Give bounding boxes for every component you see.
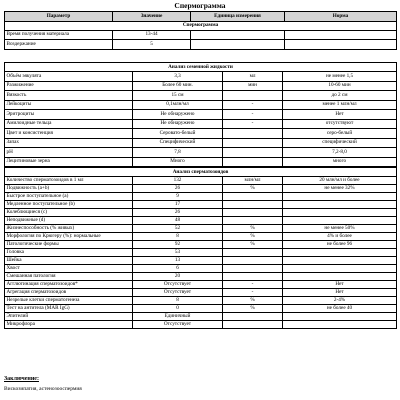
cell-value: Специфический xyxy=(133,138,223,148)
cell-unit: % xyxy=(223,241,283,249)
table-row xyxy=(5,40,397,50)
cell-norm: не менее 32% xyxy=(283,185,397,193)
rows3-body xyxy=(5,177,397,329)
table-row xyxy=(5,129,397,139)
cell-param: Патологические формы xyxy=(5,241,133,249)
cell-unit: мл xyxy=(223,72,283,82)
cell-norm xyxy=(285,40,397,50)
cell-norm: менее 1 млн/мл xyxy=(283,100,397,110)
cell-unit: - xyxy=(223,100,283,110)
cell-unit: млн/мл xyxy=(223,177,283,185)
table-row xyxy=(5,185,397,193)
cell-value: Не обнаружено xyxy=(133,119,223,129)
cell-param: Разжижение xyxy=(5,81,133,91)
cell-norm xyxy=(283,217,397,225)
cell-norm: серо-белый xyxy=(283,129,397,139)
table-row xyxy=(5,281,397,289)
cell-norm: 10-60 мин xyxy=(283,81,397,91)
cell-unit: мин xyxy=(223,81,283,91)
cell-unit: % xyxy=(223,233,283,241)
cell-norm xyxy=(283,313,397,321)
header-value: Значение xyxy=(113,12,191,22)
table-row xyxy=(5,257,397,265)
table-row xyxy=(5,225,397,233)
table-row xyxy=(5,157,397,167)
table-spermogram xyxy=(4,11,397,50)
cell-norm: много xyxy=(283,157,397,167)
cell-unit xyxy=(223,157,283,167)
table-row xyxy=(5,148,397,158)
cell-value: 5 xyxy=(113,40,191,50)
cell-norm xyxy=(283,249,397,257)
cell-unit xyxy=(191,40,285,50)
cell-param: Цвет и консистенция xyxy=(5,129,133,139)
cell-param: Микрофлора xyxy=(5,321,133,329)
cell-value: 9 xyxy=(133,193,223,201)
cell-value: Серовато-белый xyxy=(133,129,223,139)
cell-unit: % xyxy=(223,225,283,233)
table-row xyxy=(5,110,397,120)
cell-param: Время получения материала xyxy=(5,30,113,40)
cell-unit: % xyxy=(223,305,283,313)
table-row xyxy=(5,297,397,305)
table-row xyxy=(5,81,397,91)
cell-value: 20 xyxy=(133,273,223,281)
cell-norm: Нет xyxy=(283,289,397,297)
cell-unit xyxy=(223,321,283,329)
cell-param: pH xyxy=(5,148,133,158)
table-row xyxy=(5,313,397,321)
table-row xyxy=(5,217,397,225)
cell-unit xyxy=(223,138,283,148)
cell-unit xyxy=(223,249,283,257)
cell-param: Агрегация сперматозоидов xyxy=(5,289,133,297)
cell-value: 13-44 xyxy=(113,30,191,40)
cell-norm xyxy=(285,30,397,40)
cell-unit: % xyxy=(223,185,283,193)
cell-unit xyxy=(223,91,283,101)
cell-param: Лецитиновые зерна xyxy=(5,157,133,167)
cell-value: Более 60 мин. xyxy=(133,81,223,91)
cell-norm: до 2 см xyxy=(283,91,397,101)
section-title: Спермограмма xyxy=(5,21,397,30)
cell-param: Незрелые клетки сперматогенеза xyxy=(5,297,133,305)
rows2-body xyxy=(5,72,397,167)
table-row xyxy=(5,241,397,249)
cell-unit: - xyxy=(223,281,283,289)
cell-value: Отсутствует xyxy=(133,289,223,297)
cell-unit xyxy=(223,313,283,321)
cell-norm: не менее 50% xyxy=(283,225,397,233)
cell-unit xyxy=(223,148,283,158)
cell-param: Медленное поступательное (b) xyxy=(5,201,133,209)
cell-value: 17 xyxy=(133,201,223,209)
cell-param: Морфология по Крюгеру (%): нормальные xyxy=(5,233,133,241)
cell-unit xyxy=(191,30,285,40)
cell-value: 48 xyxy=(133,217,223,225)
cell-value: 132 xyxy=(133,177,223,185)
cell-norm: 2-4% xyxy=(283,297,397,305)
table-seminal-fluid xyxy=(4,62,397,167)
cell-param: Воздержание xyxy=(5,40,113,50)
table-row xyxy=(5,321,397,329)
cell-norm xyxy=(283,193,397,201)
cell-unit xyxy=(223,217,283,225)
cell-unit xyxy=(223,209,283,217)
cell-unit xyxy=(223,257,283,265)
cell-value: 53 xyxy=(133,249,223,257)
cell-value: 8 xyxy=(133,297,223,305)
cell-param: Амилоидные тельца xyxy=(5,119,133,129)
section-title: Анализ семенной жидкости xyxy=(5,63,397,72)
cell-unit: - xyxy=(223,110,283,120)
table-row xyxy=(5,30,397,40)
cell-param: Головка xyxy=(5,249,133,257)
cell-norm: 7,2-8,0 xyxy=(283,148,397,158)
table-row xyxy=(5,138,397,148)
cell-value: 15 см xyxy=(133,91,223,101)
cell-norm xyxy=(283,265,397,273)
rows1-body xyxy=(5,30,397,49)
cell-value: Не обнаружено xyxy=(133,110,223,120)
table-header-row xyxy=(5,12,397,22)
cell-norm: Нет xyxy=(283,110,397,120)
cell-value: 13 xyxy=(133,257,223,265)
cell-param: Смешанная патология xyxy=(5,273,133,281)
cell-value: 6 xyxy=(133,265,223,273)
cell-value: 3,3 xyxy=(133,72,223,82)
table-row xyxy=(5,177,397,185)
cell-param: Неподвижные (d) xyxy=(5,217,133,225)
table-row xyxy=(5,209,397,217)
cell-value: Единичный xyxy=(133,313,223,321)
cell-param: Тест на антитела (MAR IgG) xyxy=(5,305,133,313)
cell-norm: отсутствуют xyxy=(283,119,397,129)
cell-value: 0,1млн/мл xyxy=(133,100,223,110)
table-row xyxy=(5,100,397,110)
cell-value: 8 xyxy=(133,233,223,241)
cell-norm xyxy=(283,201,397,209)
cell-param: Хвост xyxy=(5,265,133,273)
cell-param: Запах xyxy=(5,138,133,148)
header-param: Параметр xyxy=(5,12,113,22)
cell-unit xyxy=(223,193,283,201)
cell-norm: специфический xyxy=(283,138,397,148)
cell-param: Шейка xyxy=(5,257,133,265)
cell-value: 92 xyxy=(133,241,223,249)
table-row xyxy=(5,249,397,257)
table-row xyxy=(5,265,397,273)
table-row xyxy=(5,119,397,129)
cell-value: 26 xyxy=(133,209,223,217)
cell-param: Подвижность (a+b) xyxy=(5,185,133,193)
cell-value: 52 xyxy=(133,225,223,233)
cell-value: 26 xyxy=(133,185,223,193)
table-row xyxy=(5,233,397,241)
cell-value: 0 xyxy=(133,305,223,313)
table-row xyxy=(5,193,397,201)
cell-norm xyxy=(283,321,397,329)
cell-value: Много xyxy=(133,157,223,167)
cell-norm: 20 млн/мл и более xyxy=(283,177,397,185)
cell-param: Агглютинация сперматозоидов* xyxy=(5,281,133,289)
cell-param: Колеблющиеся (c) xyxy=(5,209,133,217)
cell-value: Отсутствует xyxy=(133,321,223,329)
cell-unit: % xyxy=(223,297,283,305)
header-norm: Норма xyxy=(285,12,397,22)
cell-value: Отсутствует xyxy=(133,281,223,289)
table-sperm-analysis xyxy=(4,167,397,329)
cell-norm: не менее 1,5 xyxy=(283,72,397,82)
cell-param: Вязкость xyxy=(5,91,133,101)
cell-param: Количество сперматозоидов в 1 мл xyxy=(5,177,133,185)
cell-norm xyxy=(283,209,397,217)
cell-norm xyxy=(283,257,397,265)
cell-unit: - xyxy=(223,119,283,129)
table-row xyxy=(5,91,397,101)
table-row xyxy=(5,289,397,297)
cell-unit: - xyxy=(223,289,283,297)
table-row xyxy=(5,72,397,82)
cell-norm: 4% и более xyxy=(283,233,397,241)
cell-param: Эритроциты xyxy=(5,110,133,120)
cell-norm: Нет xyxy=(283,281,397,289)
table-row xyxy=(5,201,397,209)
cell-value: 7,8 xyxy=(133,148,223,158)
report-title: Спермограмма xyxy=(174,1,226,10)
cell-norm: не более 40 xyxy=(283,305,397,313)
table-row xyxy=(5,273,397,281)
section-title: Анализ сперматозоидов xyxy=(5,168,397,177)
cell-param: Объём эякулята xyxy=(5,72,133,82)
cell-unit xyxy=(223,201,283,209)
table-row xyxy=(5,305,397,313)
cell-unit xyxy=(223,265,283,273)
cell-param: Жизнеспособность (% живых) xyxy=(5,225,133,233)
conclusion-title: Заключение: xyxy=(4,376,39,382)
header-unit: Единица измерения xyxy=(191,12,285,22)
cell-param: Эпителий xyxy=(5,313,133,321)
cell-norm xyxy=(283,273,397,281)
cell-param: Быстрое поступательное (a) xyxy=(5,193,133,201)
cell-param: Лейкоциты xyxy=(5,100,133,110)
conclusion-text: Вискозипатия, астенозооспермия xyxy=(4,386,82,392)
cell-unit xyxy=(223,129,283,139)
cell-unit xyxy=(223,273,283,281)
cell-norm: не более 96 xyxy=(283,241,397,249)
